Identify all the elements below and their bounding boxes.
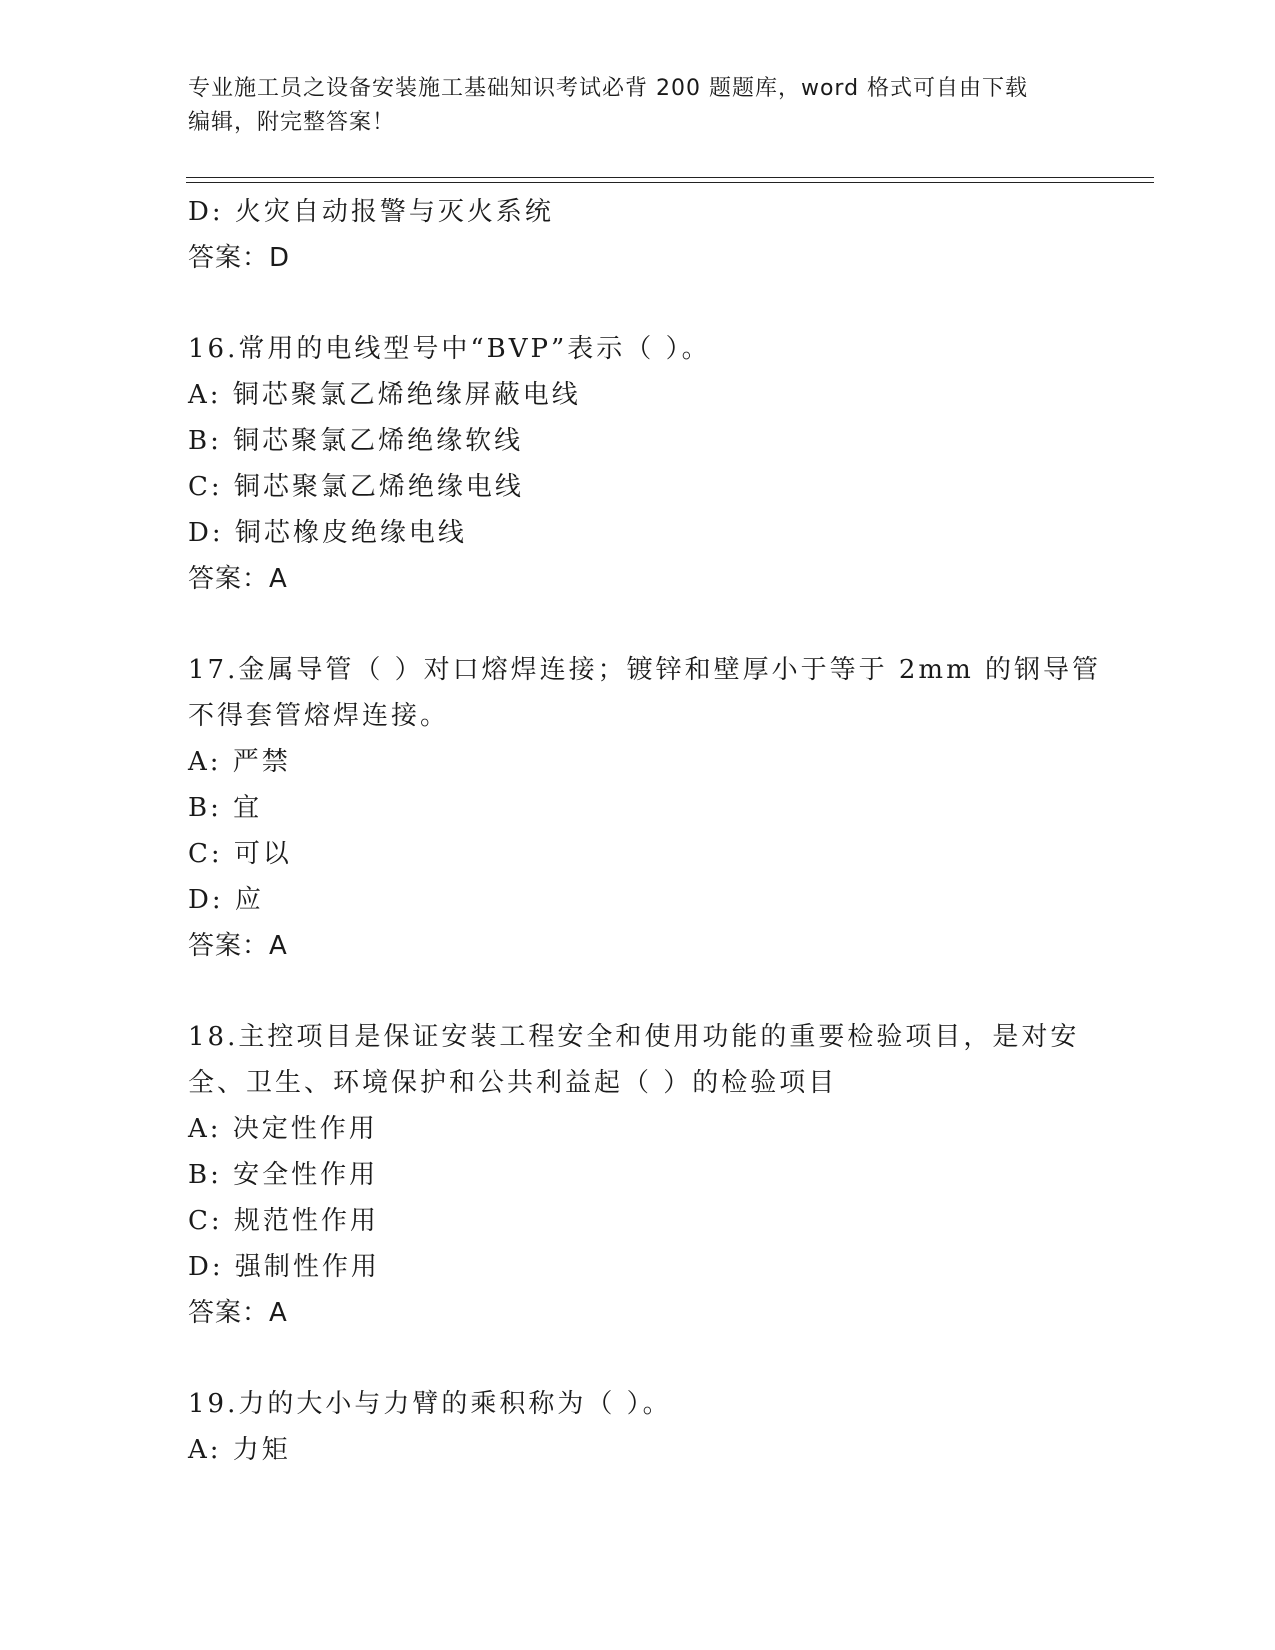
question-17 (188, 647, 1101, 969)
question-spacer (188, 602, 1088, 647)
header-divider-bottom (186, 182, 1154, 183)
header-title-line-1: 专业施工员之设备安装施工基础知识考试必背 200 题题库，word 格式可自由下载 (188, 76, 1029, 101)
option-c: C: 铜芯聚氯乙烯绝缘电线 (188, 472, 524, 502)
option-b: B: 安全性作用 (188, 1160, 379, 1190)
header-title-line-2: 编辑，附完整答案！ (188, 110, 396, 135)
question-16 (188, 326, 1088, 602)
option-d: D: 铜芯橡皮绝缘电线 (188, 518, 467, 548)
question-text-continued: 全、卫生、环境保护和公共利益起（ ）的检验项目 (188, 1068, 838, 1098)
option-d: D: 火灾自动报警与灭火系统 (188, 197, 554, 227)
question-text: 16.常用的电线型号中“BVP”表示（ ）。 (188, 334, 711, 364)
option-c: C: 规范性作用 (188, 1206, 379, 1236)
question-spacer (188, 1336, 1088, 1381)
question-text: 19.力的大小与力臂的乘积称为（ ）。 (188, 1389, 672, 1419)
option-a: A: 严禁 (188, 747, 291, 777)
question-list (188, 189, 1101, 1473)
header-divider-top (186, 177, 1154, 178)
option-d: D: 应 (188, 885, 264, 915)
question-spacer (188, 281, 1088, 326)
option-a: A: 力矩 (188, 1435, 291, 1465)
document-header (188, 72, 1078, 140)
answer-line: 答案：D (188, 243, 291, 273)
option-d: D: 强制性作用 (188, 1252, 380, 1282)
question-spacer (188, 969, 1088, 1014)
option-b: B: 宜 (188, 793, 263, 823)
question-19 (188, 1381, 1088, 1473)
answer-line: 答案：A (188, 564, 288, 594)
option-a: A: 铜芯聚氯乙烯绝缘屏蔽电线 (188, 380, 581, 410)
question-text: 18.主控项目是保证安装工程安全和使用功能的重要检验项目，是对安 (188, 1022, 1080, 1052)
answer-line: 答案：A (188, 1298, 288, 1328)
answer-line: 答案：A (188, 931, 288, 961)
question-18 (188, 1014, 1088, 1336)
option-a: A: 决定性作用 (188, 1114, 378, 1144)
question-text: 17.金属导管（ ）对口熔焊连接；镀锌和壁厚小于等于 2mm 的钢导管 (188, 655, 1101, 685)
option-c: C: 可以 (188, 839, 292, 869)
option-b: B: 铜芯聚氯乙烯绝缘软线 (188, 426, 524, 456)
question-text-continued: 不得套管熔焊连接。 (188, 701, 450, 731)
